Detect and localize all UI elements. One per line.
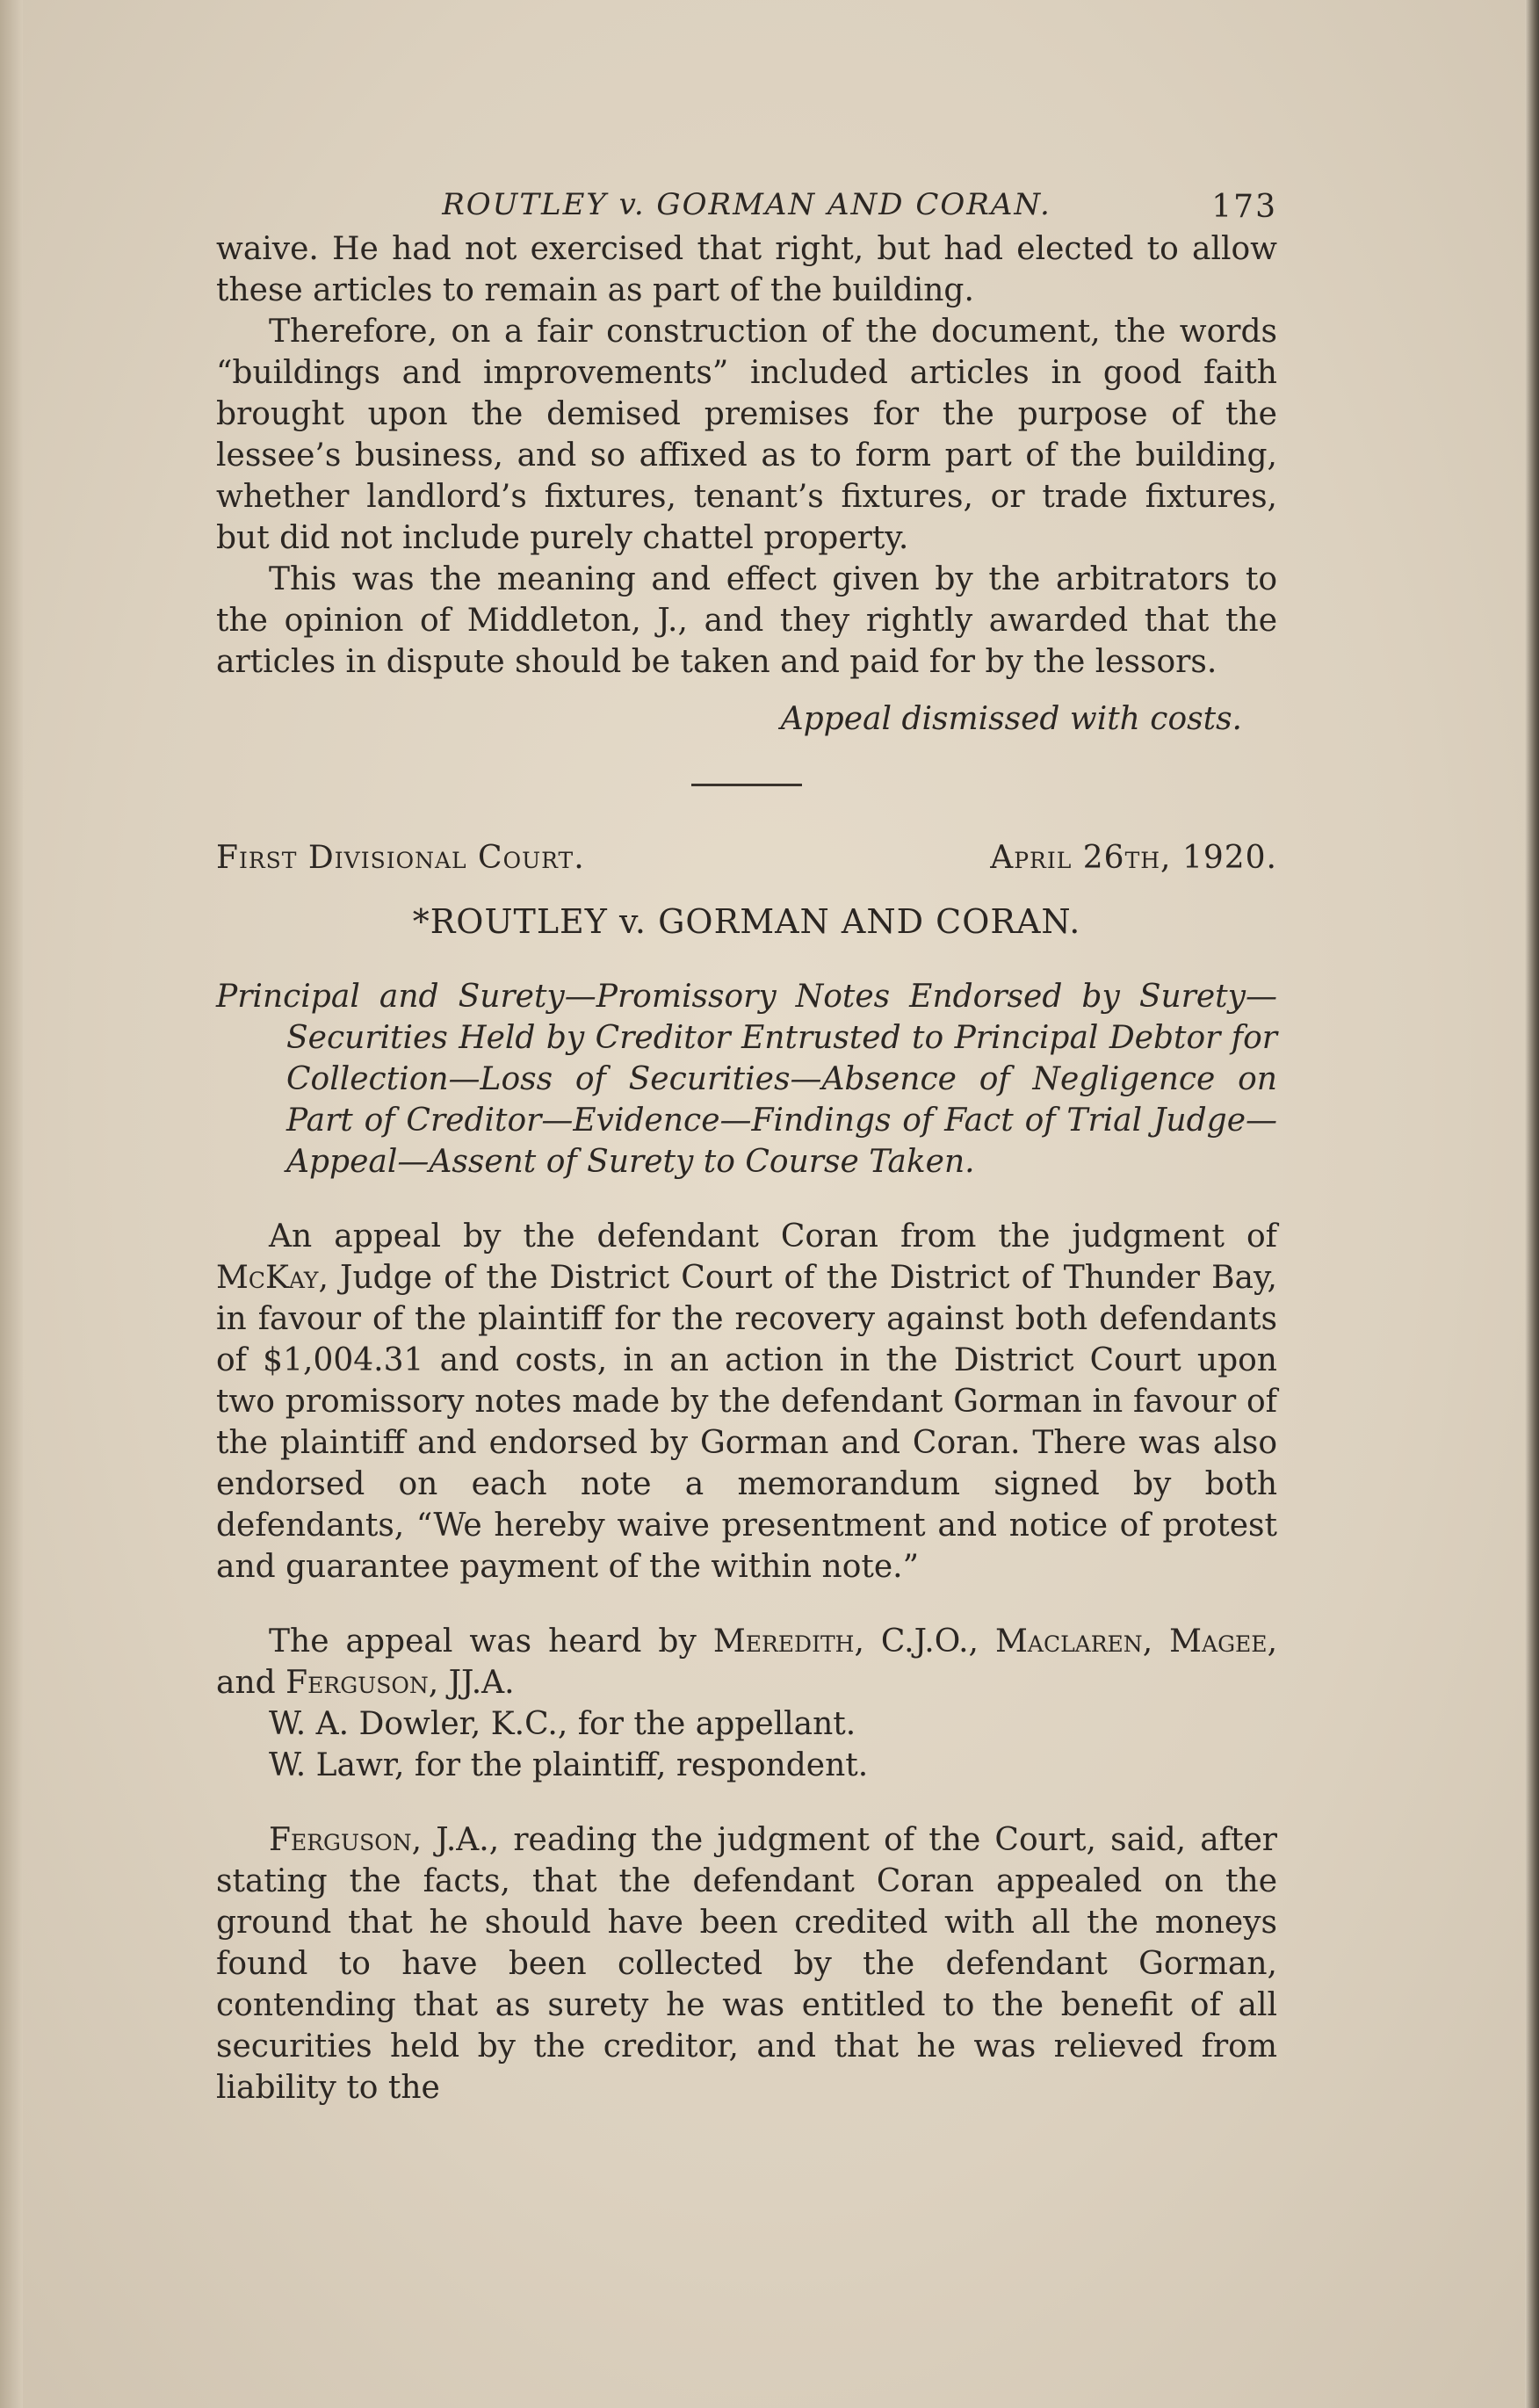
page-edge [1525,0,1539,2408]
disposition: Appeal dismissed with costs. [780,701,1242,737]
case-title: *ROUTLEY v. GORMAN AND CORAN. [412,902,1081,941]
bench-separator: , and [216,1623,1278,1701]
text-block [216,176,1277,2108]
justice-name: Ferguson [285,1665,429,1701]
headnote: Principal and Surety—Promissory Notes Endorsed by Surety—Securities Held by Creditor Entrusted to Principal Debtor for Collection—Loss of Securities—Absence of Negligence on Part of Creditor—Evidence—Findings of Fact of Trial Judge—Appeal—Assent of Surety to Course Taken. [216,979,1277,1180]
section-divider [691,784,802,786]
bench-separator: , C.J.O., [854,1623,996,1660]
judgment-author: Ferguson [269,1822,412,1858]
decision-date: April 26th, 1920. [990,840,1277,876]
justice-name: Maclaren [995,1623,1143,1660]
bench-separator: , [1142,1623,1170,1660]
judgment-paragraph [216,1819,1277,2108]
running-title: ROUTLEY v. GORMAN AND CORAN. [442,187,1051,222]
page-number: 173 [1211,189,1277,225]
statement-after-judge: , Judge of the District Court of the District of Thunder Bay, in favour of the plaintiff for the recovery against both defendants of $1,004.31 and costs, in an action in the District Court upon two promissory notes made by the defendant Gorman in favour of the plaintiff and endorsed by Gorman and Coran. There was also endorsed on each note a memorandum signed by both defendants, “We hereby waive presentment and notice of protest and guarantee payment of the within note.” [216,1260,1277,1585]
court-name: First Divisional Court. [216,840,585,876]
running-head [216,176,1277,228]
justice-name: Magee [1169,1623,1268,1660]
statement-of-appeal [216,1216,1277,1587]
counsel-respondent: W. Lawr, for the plaintiff, respondent. [269,1747,869,1783]
statement-before-judge: An appeal by the defendant Coran from the judgment of [269,1218,1277,1255]
prior-case-paragraph-1: waive. He had not exercised that right, but had elected to allow these articles to remain as part of the building. [216,231,1277,308]
judgment-text: , J.A., reading the judgment of the Court, said, after stating the facts, that the defendant Coran appealed on the ground that he should have been credited with all the moneys found to have been collected by the defendant Gorman, contending that as surety he was entitled to the benefit of all securities held by the creditor, and that he was relieved from liability to the [216,1822,1277,2106]
book-spine-shadow [0,0,23,2408]
counsel-appellant: W. A. Dowler, K.C., for the appellant. [269,1706,856,1742]
bench-outro: , JJ.A. [428,1665,515,1701]
trial-judge-name: McKay [216,1260,319,1296]
bench-intro: The appeal was heard by [269,1623,713,1660]
court-line [216,837,1277,879]
prior-case-paragraph-2: Therefore, on a fair construction of the document, the words “buildings and improvements” included articles in good faith brought upon the demised premises for the purpose of the lessee’s business, and so affixed as to form part of the building, whether landlord’s fixtures, tenant’s fixtures, or trade fixtures, but did not include purely chattel property. [216,314,1277,556]
justice-name: Meredith [712,1623,855,1660]
bench-listing [216,1621,1277,1703]
prior-case-paragraph-3: This was the meaning and effect given by the arbitrators to the opinion of Middleton, J., and they rightly awarded that the articles in dispute should be taken and paid for by the lessors. [216,561,1277,680]
